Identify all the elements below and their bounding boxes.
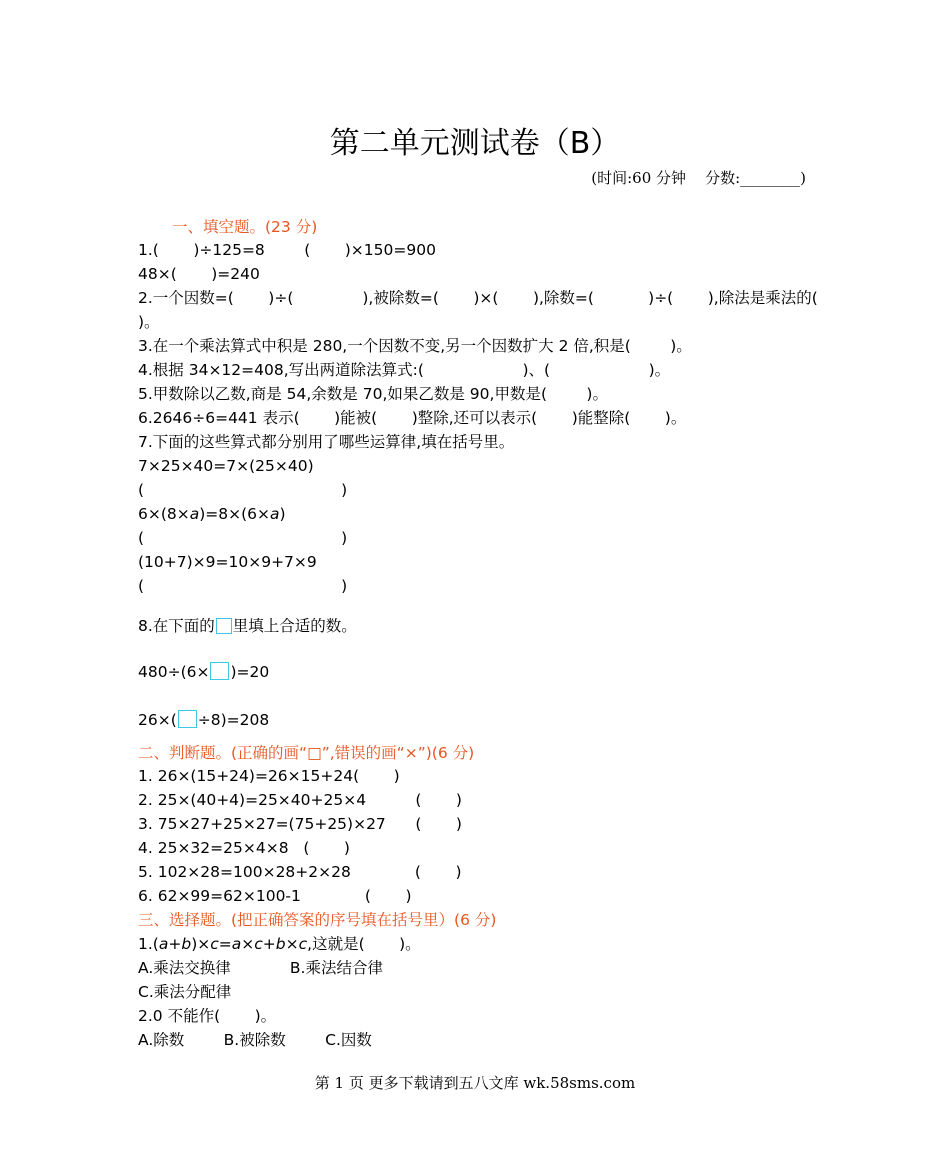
- answer-bracket-1: ( ): [138, 481, 348, 499]
- choice-1-options-ab: A.乘法交换律 B.乘法结合律: [138, 959, 383, 977]
- choice-1-option-c: C.乘法分配律: [138, 983, 232, 1001]
- question-7-expr-2: 6×(8×a)=8×(6×a): [138, 505, 286, 523]
- question-8: 8.在下面的 里填上合适的数。: [138, 617, 357, 635]
- judge-3: 3. 75×27+25×27=(75+25)×27 ( ): [138, 815, 462, 833]
- choice-2-options: A.除数 B.被除数 C.因数: [138, 1031, 372, 1049]
- choice-1: 1.(a+b)×c=a×c+b×c,这就是( )。: [138, 935, 421, 953]
- answer-bracket-2: ( ): [138, 529, 348, 547]
- question-7-expr-1: 7×25×40=7×(25×40): [138, 457, 314, 475]
- section-choice-heading: 三、选择题。(把正确答案的序号填在括号里）(6 分): [138, 911, 497, 929]
- question-1a: 1.( )÷125=8 ( )×150=900: [138, 241, 436, 259]
- judge-5: 5. 102×28=100×28+2×28 ( ): [138, 863, 462, 881]
- judge-1: 1. 26×(15+24)=26×15+24( ): [138, 767, 400, 785]
- question-4: 4.根据 34×12=408,写出两道除法算式:( )、( )。: [138, 361, 671, 379]
- judge-4: 4. 25×32=25×4×8 ( ): [138, 839, 350, 857]
- question-1b: 48×( )=240: [138, 265, 260, 283]
- question-8-expr-2: 26×( ÷8)=208: [138, 711, 270, 729]
- question-3: 3.在一个乘法算式中积是 280,一个因数不变,另一个因数扩大 2 倍,积是( )。: [138, 337, 692, 355]
- square-box-icon: [216, 618, 232, 634]
- time-score-line: (时间:60 分钟 分数:________): [591, 169, 806, 187]
- question-7-expr-3: (10+7)×9=10×9+7×9: [138, 553, 317, 571]
- section-fill-blank-heading: 一、填空题。(23 分): [172, 218, 318, 236]
- question-2: 2.一个因数=( )÷( ),被除数=( )×( ),除数=( )÷( ),除法是乘法的(: [138, 289, 818, 307]
- answer-bracket-3: ( ): [138, 577, 348, 595]
- question-8-expr-1: 480÷(6× )=20: [138, 663, 270, 681]
- page-footer: 第 1 页 更多下载请到五八文库 wk.58sms.com: [314, 1074, 636, 1092]
- choice-2: 2.0 不能作( )。: [138, 1007, 277, 1025]
- answer-box-1[interactable]: [210, 662, 229, 680]
- section-judge-heading: 二、判断题。(正确的画“□”,错误的画“×”)(6 分): [138, 744, 475, 762]
- question-6: 6.2646÷6=441 表示( )能被( )整除,还可以表示( )能整除( )。: [138, 409, 687, 427]
- question-2-end: )。: [138, 313, 160, 331]
- answer-box-2[interactable]: [178, 710, 197, 728]
- page-title: 第二单元测试卷（B）: [329, 126, 621, 161]
- judge-6: 6. 62×99=62×100-1 ( ): [138, 887, 412, 905]
- judge-2: 2. 25×(40+4)=25×40+25×4 ( ): [138, 791, 462, 809]
- question-5: 5.甲数除以乙数,商是 54,余数是 70,如果乙数是 90,甲数是( )。: [138, 385, 608, 403]
- question-7: 7.下面的这些算式都分别用了哪些运算律,填在括号里。: [138, 433, 515, 451]
